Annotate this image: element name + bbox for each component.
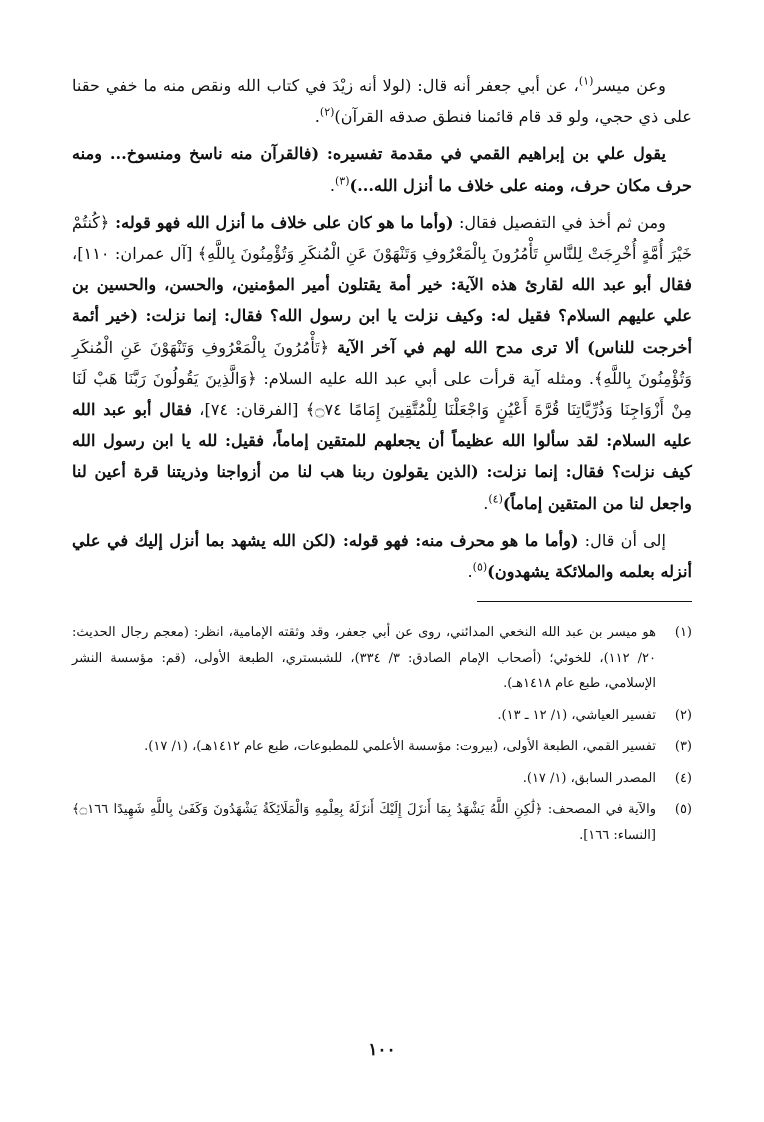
paragraph-text: يقول علي بن إبراهيم القمي في مقدمة تفسيره: (فالقرآن منه ناسخ ومنسوخ... ومنه حرف مكان حرف، ومنه على خلاف ما أنزل الله...) (72, 144, 692, 195)
paragraph-text: . (483, 493, 489, 513)
footnote-text: تفسير العياشي، (١/ ١٢ ـ ١٣). (497, 707, 656, 723)
footnote-item (72, 734, 692, 760)
paragraph-text: وعن ميسر (593, 76, 666, 95)
footnote-number: (٣) (674, 739, 692, 755)
footnote-text: المصدر السابق، (١/ ١٧). (522, 770, 656, 786)
footnote-item (72, 703, 692, 729)
footnote-number: (٤) (674, 770, 692, 786)
footnote-separator (477, 601, 692, 602)
paragraph-1 (72, 70, 692, 132)
footnote-number: (٥) (674, 802, 692, 818)
paragraph-text: إلى أن قال: (578, 530, 666, 550)
paragraph-2 (72, 138, 692, 200)
footnote-text: هو ميسر بن عبد الله النخعي المدائني، روى عن أبي جعفر، وقد وثقته الإمامية، انظر: (معجم رجال الحديث: ٢٠/ ١١٢)، للخوئي؛ (أصحاب الإمام الصادق: ٣/ ٣٣٤)، للشبستري، الطبعة الأولى، (قم: مؤسسة النشر الإسلامي، طبع عام ١٤١٨هـ). (72, 625, 656, 692)
footnote-item (72, 766, 692, 792)
footnote-ref-2: (٢) (319, 105, 335, 119)
quran-verse: ﴿وَالَّذِينَ يَقُولُونَ رَبَّنَا هَبْ لَنَا مِنْ أَزْوَاجِنَا وَذُرِّيَّاتِنَا قُرَّةَ أَعْيُنٍ وَاجْعَلْنَا لِلْمُتَّقِينَ إِمَامًا ۝٧٤﴾ (72, 368, 692, 420)
quran-verse: ﴿تَأْمُرُونَ بِالْمَعْرُوفِ وَتَنْهَوْنَ عَنِ الْمُنكَرِ وَتُؤْمِنُونَ بِاللَّهِ﴾ (72, 337, 693, 388)
footnote-text: والآية في المصحف: ﴿لَٰكِنِ اللَّهُ يَشْهَدُ بِمَا أَنزَلَ إِلَيْكَ أَنزَلَهُ بِعِلْمِهِ وَالْمَلَائِكَةُ يَشْهَدُونَ وَكَفَىٰ بِاللَّهِ شَهِيدًا ۝١٦٦﴾ [النساء: ١٦٦]. (72, 802, 656, 843)
paragraph-text: فقال أبو عبد الله عليه السلام: لقد سألوا الله عظيماً أن يجعلهم للمتقين إماماً، فقيل: لله يا ابن رسول الله كيف نزلت؟ فقال: إنما نزلت: (الذين يقولون ربنا هب لنا من أزواجنا وذريتنا قرة أعين لنا واجعل لنا من المتقين إماماً) (72, 400, 692, 513)
paragraph-text: . (467, 562, 473, 582)
footnote-ref-4: (٤) (488, 492, 503, 506)
paragraph-text: (وأما ما هو كان على خلاف ما أنزل الله فهو قوله: (109, 212, 454, 232)
paragraph-text: . ومثله آية قرأت على أبي عبد الله عليه السلام: (256, 368, 594, 388)
footnote-text: تفسير القمي، الطبعة الأولى، (بيروت: مؤسسة الأعلمي للمطبوعات، طبع عام ١٤١٢هـ)، (١/ ١٧). (144, 739, 656, 755)
footnote-ref-5: (٥) (472, 560, 488, 574)
footnote-ref-3: (٣) (334, 174, 350, 188)
main-text (72, 70, 692, 587)
footnote-number: (١) (674, 625, 692, 641)
paragraph-text: فقال أبو عبد الله لقارئ هذه الآية: خير أمة يقتلون أمير المؤمنين، والحسن، والحسين بن علي عليهم السلام؟ فقيل له: وكيف نزلت يا ابن رسول الله؟ فقال: إنما نزلت: (خير أئمة أخرجت للناس) ألا ترى مدح الله لهم في آخر الآية (72, 275, 692, 357)
paragraph-text: . (314, 107, 320, 127)
footnotes (72, 620, 692, 848)
footnote-item (72, 797, 692, 848)
paragraph-text: . (329, 175, 335, 195)
verse-citation: [الفرقان: ٧٤]، (191, 400, 306, 420)
paragraph-3 (72, 207, 692, 519)
footnote-number: (٢) (674, 707, 692, 723)
footnote-item (72, 620, 692, 697)
paragraph-text: ، عن أبي جعفر أنه قال: (لولا أنه زيْدَ في كتاب الله ونقص منه ما خفي حقنا على ذي حجي، ولو قد قام قائمنا فنطق صدقه القرآن) (72, 76, 692, 127)
page-number: ١٠٠ (368, 1040, 396, 1060)
paragraph-text: ومن ثم أخذ في التفصيل فقال: (453, 212, 666, 232)
verse-citation: [آل عمران: ١١٠]، (72, 244, 198, 264)
paragraph-text: (وأما ما هو محرف منه: فهو قوله: (لكن الله يشهد بما أنزل إليك في علي أنزله بعلمه والملائكة يشهدون) (72, 530, 692, 582)
paragraph-4 (72, 525, 692, 587)
footnote-ref-1: (١) (578, 74, 594, 88)
quran-verse: ﴿كُنتُمْ خَيْرَ أُمَّةٍ أُخْرِجَتْ لِلنَّاسِ تَأْمُرُونَ بِالْمَعْرُوفِ وَتَنْهَوْنَ عَنِ الْمُنكَرِ وَتُؤْمِنُونَ بِاللَّهِ﴾ (72, 212, 692, 264)
